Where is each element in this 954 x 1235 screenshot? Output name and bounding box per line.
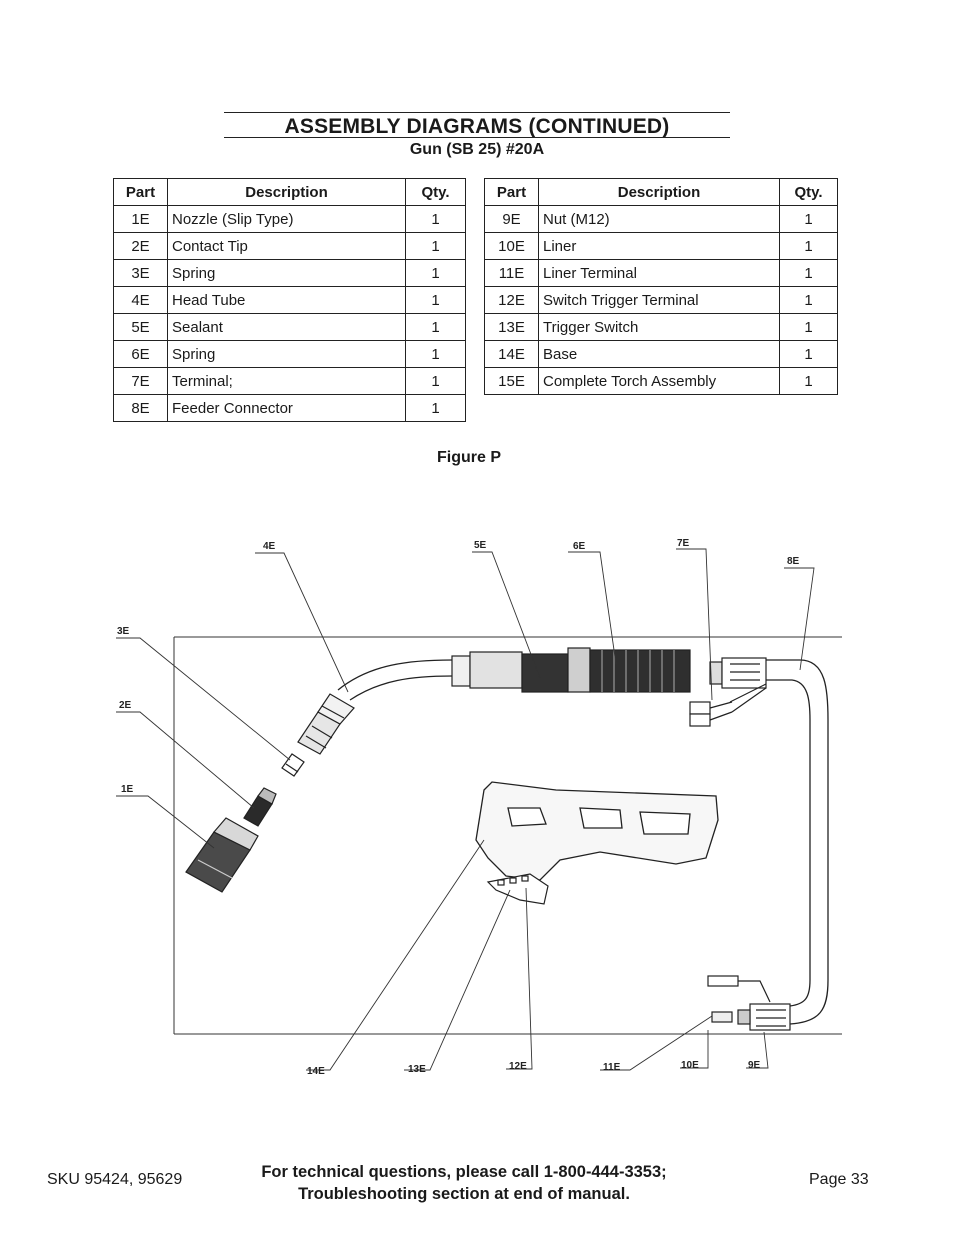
part-number: 13E bbox=[485, 314, 539, 341]
part-description: Terminal; bbox=[168, 368, 406, 395]
connector-part-7e-8e bbox=[690, 658, 766, 726]
part-description: Contact Tip bbox=[168, 233, 406, 260]
table-header-row bbox=[485, 179, 838, 206]
part-description: Nut (M12) bbox=[539, 206, 780, 233]
part-description: Complete Torch Assembly bbox=[539, 368, 780, 395]
part-description: Trigger Switch bbox=[539, 314, 780, 341]
part-number: 8E bbox=[114, 395, 168, 422]
part-number: 1E bbox=[114, 206, 168, 233]
part-number: 10E bbox=[485, 233, 539, 260]
callout-8e: 8E bbox=[787, 556, 800, 567]
part-qty: 1 bbox=[780, 233, 838, 260]
table-header-row bbox=[114, 179, 466, 206]
part-number: 2E bbox=[114, 233, 168, 260]
table-row bbox=[485, 368, 838, 395]
part-qty: 1 bbox=[780, 314, 838, 341]
table-row bbox=[485, 233, 838, 260]
part-description: Switch Trigger Terminal bbox=[539, 287, 780, 314]
column-header-qty: Qty. bbox=[780, 179, 838, 206]
part-number: 3E bbox=[114, 260, 168, 287]
heading-top-rule bbox=[224, 112, 730, 113]
table-row bbox=[485, 341, 838, 368]
page-subtitle: Gun (SB 25) #20A bbox=[409, 141, 545, 158]
part-qty: 1 bbox=[406, 395, 466, 422]
part-description: Sealant bbox=[168, 314, 406, 341]
callout-5e: 5E bbox=[474, 540, 487, 551]
part-description: Base bbox=[539, 341, 780, 368]
callout-13e: 13E bbox=[408, 1064, 426, 1075]
callout-7e: 7E bbox=[677, 538, 690, 549]
part-qty: 1 bbox=[406, 287, 466, 314]
page-number: Page 33 bbox=[809, 1171, 869, 1188]
part-number: 15E bbox=[485, 368, 539, 395]
part-qty: 1 bbox=[406, 260, 466, 287]
table-row bbox=[485, 260, 838, 287]
column-header-part: Part bbox=[485, 179, 539, 206]
part-number: 6E bbox=[114, 341, 168, 368]
part-number: 9E bbox=[485, 206, 539, 233]
part-qty: 1 bbox=[406, 341, 466, 368]
footer-help-text bbox=[225, 1161, 703, 1205]
part-qty: 1 bbox=[780, 287, 838, 314]
part-qty: 1 bbox=[780, 341, 838, 368]
callout-4e: 4E bbox=[263, 541, 276, 552]
part-qty: 1 bbox=[780, 260, 838, 287]
callout-11e: 11E bbox=[603, 1062, 621, 1073]
figure-label: Figure P bbox=[437, 449, 502, 466]
callout-9e: 9E bbox=[748, 1060, 761, 1071]
part-qty: 1 bbox=[780, 206, 838, 233]
part-number: 12E bbox=[485, 287, 539, 314]
column-header-description: Description bbox=[539, 179, 780, 206]
callout-12e: 12E bbox=[509, 1061, 527, 1072]
parts-table-left bbox=[113, 178, 466, 422]
callout-10e: 10E bbox=[681, 1060, 699, 1071]
parts-table-right bbox=[484, 178, 838, 395]
part-description: Spring bbox=[168, 260, 406, 287]
table-row bbox=[485, 206, 838, 233]
column-header-part: Part bbox=[114, 179, 168, 206]
part-description: Liner bbox=[539, 233, 780, 260]
torch-exploded-diagram bbox=[0, 520, 954, 1090]
callout-1e: 1E bbox=[121, 784, 134, 795]
table-row bbox=[114, 395, 466, 422]
part-description: Nozzle (Slip Type) bbox=[168, 206, 406, 233]
head-tube-part-4e bbox=[298, 694, 354, 754]
heading-bottom-rule bbox=[224, 137, 730, 138]
part-description: Head Tube bbox=[168, 287, 406, 314]
rear-fittings-part-9e-10e-11e bbox=[708, 976, 790, 1030]
callout-2e: 2E bbox=[119, 700, 132, 711]
table-row bbox=[114, 206, 466, 233]
table-row bbox=[114, 260, 466, 287]
part-qty: 1 bbox=[406, 368, 466, 395]
table-row bbox=[114, 368, 466, 395]
part-qty: 1 bbox=[406, 314, 466, 341]
part-qty: 1 bbox=[780, 368, 838, 395]
callout-3e: 3E bbox=[117, 626, 130, 637]
part-number: 7E bbox=[114, 368, 168, 395]
table-row bbox=[485, 287, 838, 314]
footer-help-line-1: For technical questions, please call 1-800-444-3353; bbox=[261, 1163, 667, 1181]
footer-help-line-2: Troubleshooting section at end of manual. bbox=[298, 1185, 630, 1203]
part-number: 14E bbox=[485, 341, 539, 368]
table-row bbox=[485, 314, 838, 341]
page-title: ASSEMBLY DIAGRAMS (CONTINUED) bbox=[284, 115, 670, 138]
column-header-qty: Qty. bbox=[406, 179, 466, 206]
table-row bbox=[114, 233, 466, 260]
column-header-description: Description bbox=[168, 179, 406, 206]
callout-6e: 6E bbox=[573, 541, 586, 552]
table-row bbox=[114, 314, 466, 341]
contact-tip-part-2e bbox=[244, 788, 276, 826]
part-qty: 1 bbox=[406, 233, 466, 260]
base-part-14e bbox=[476, 782, 718, 880]
part-qty: 1 bbox=[406, 206, 466, 233]
spring-part-3e bbox=[282, 754, 304, 776]
handle-sleeve-part-5e-6e bbox=[452, 648, 690, 692]
part-description: Liner Terminal bbox=[539, 260, 780, 287]
callout-14e: 14E bbox=[307, 1066, 325, 1077]
table-row bbox=[114, 341, 466, 368]
part-description: Spring bbox=[168, 341, 406, 368]
table-row bbox=[114, 287, 466, 314]
part-description: Feeder Connector bbox=[168, 395, 406, 422]
footer-sku: SKU 95424, 95629 bbox=[47, 1171, 183, 1188]
part-number: 11E bbox=[485, 260, 539, 287]
part-number: 5E bbox=[114, 314, 168, 341]
nozzle-part-1e bbox=[186, 818, 258, 892]
part-number: 4E bbox=[114, 287, 168, 314]
